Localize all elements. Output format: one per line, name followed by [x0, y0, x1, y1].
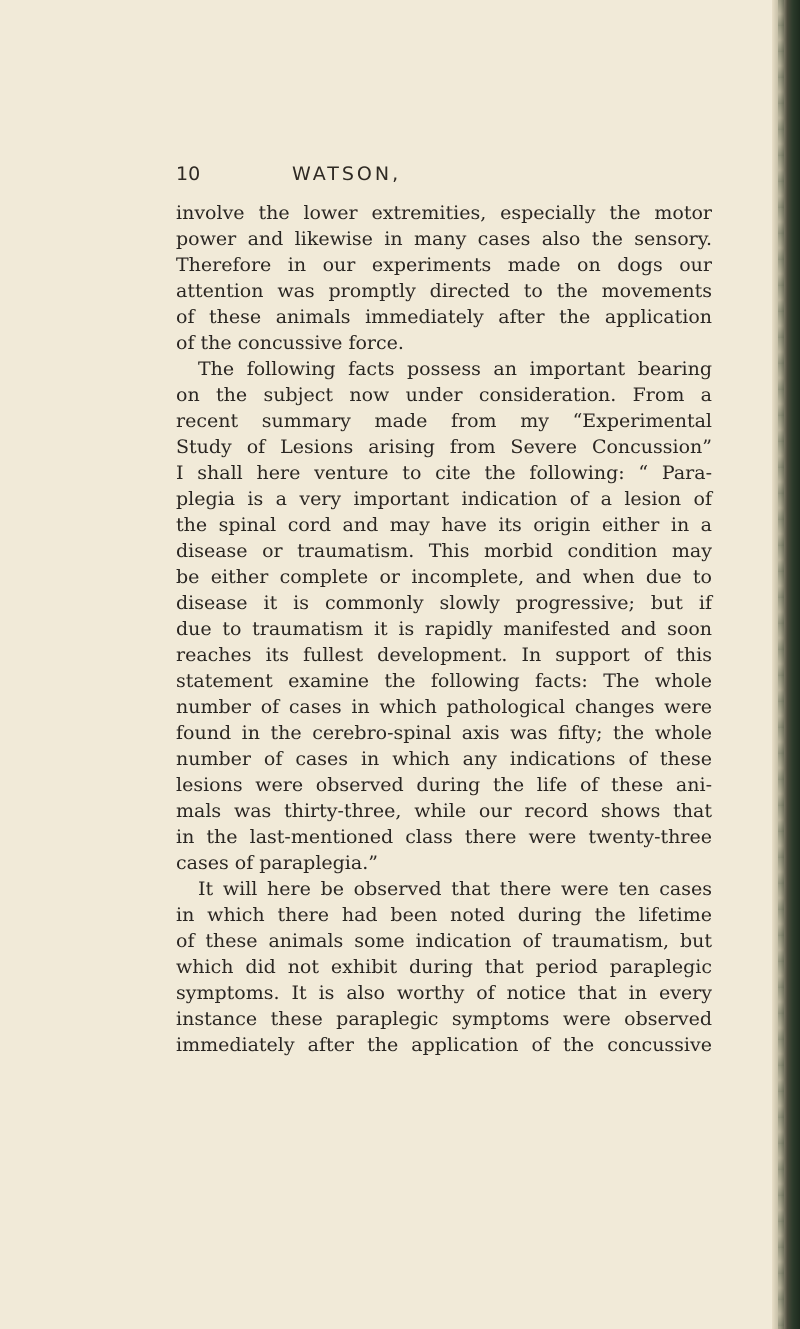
text-line: lesions were observed during the life of these ani-	[176, 774, 712, 796]
text-line: It will here be observed that there were ten cases	[198, 878, 712, 900]
text-line: cases of paraplegia.”	[176, 852, 378, 874]
body-text	[176, 200, 712, 1058]
text-line: which did not exhibit during that period paraplegic	[176, 956, 712, 978]
text-line: Study of Lesions arising from Severe Concussion”	[176, 436, 712, 458]
text-line: plegia is a very important indication of a lesion of	[176, 488, 712, 510]
text-line: found in the cerebro-spinal axis was fifty; the whole	[176, 722, 712, 744]
text-line: of these animals immediately after the application	[176, 306, 712, 328]
text-line: The following facts possess an important bearing	[198, 358, 712, 380]
text-line: immediately after the application of the concussive	[176, 1034, 712, 1056]
text-line: mals was thirty-three, while our record shows that	[176, 800, 712, 822]
page-binding-edge	[772, 0, 800, 1329]
text-line: due to traumatism it is rapidly manifested and soon	[176, 618, 712, 640]
text-line: symptoms. It is also worthy of notice that in every	[176, 982, 712, 1004]
text-line: disease it is commonly slowly progressive; but if	[176, 592, 712, 614]
text-line: attention was promptly directed to the movements	[176, 280, 712, 302]
text-line: disease or traumatism. This morbid condition may	[176, 540, 712, 562]
text-line: the spinal cord and may have its origin either in a	[176, 514, 712, 536]
running-head: WATSON,	[292, 163, 402, 185]
text-line: power and likewise in many cases also the sensory.	[176, 228, 712, 250]
text-line: number of cases in which pathological changes were	[176, 696, 712, 718]
text-line: I shall here venture to cite the following: “ Para-	[176, 462, 712, 484]
text-line: in the last-mentioned class there were twenty-three	[176, 826, 712, 848]
text-line: Therefore in our experiments made on dogs our	[176, 254, 712, 276]
text-line: recent summary made from my “Experimental	[176, 410, 712, 432]
page-number: 10	[176, 163, 201, 185]
text-line: reaches its fullest development. In support of this	[176, 644, 712, 666]
text-line: statement examine the following facts: The whole	[176, 670, 712, 692]
text-line: instance these paraplegic symptoms were observed	[176, 1008, 712, 1030]
text-line: be either complete or incomplete, and when due to	[176, 566, 712, 588]
text-line: on the subject now under consideration. From a	[176, 384, 712, 406]
text-line: in which there had been noted during the lifetime	[176, 904, 712, 926]
text-line: number of cases in which any indications of these	[176, 748, 712, 770]
text-line: of these animals some indication of traumatism, but	[176, 930, 712, 952]
text-line: involve the lower extremities, especially the motor	[176, 202, 712, 224]
text-line: of the concussive force.	[176, 332, 404, 354]
